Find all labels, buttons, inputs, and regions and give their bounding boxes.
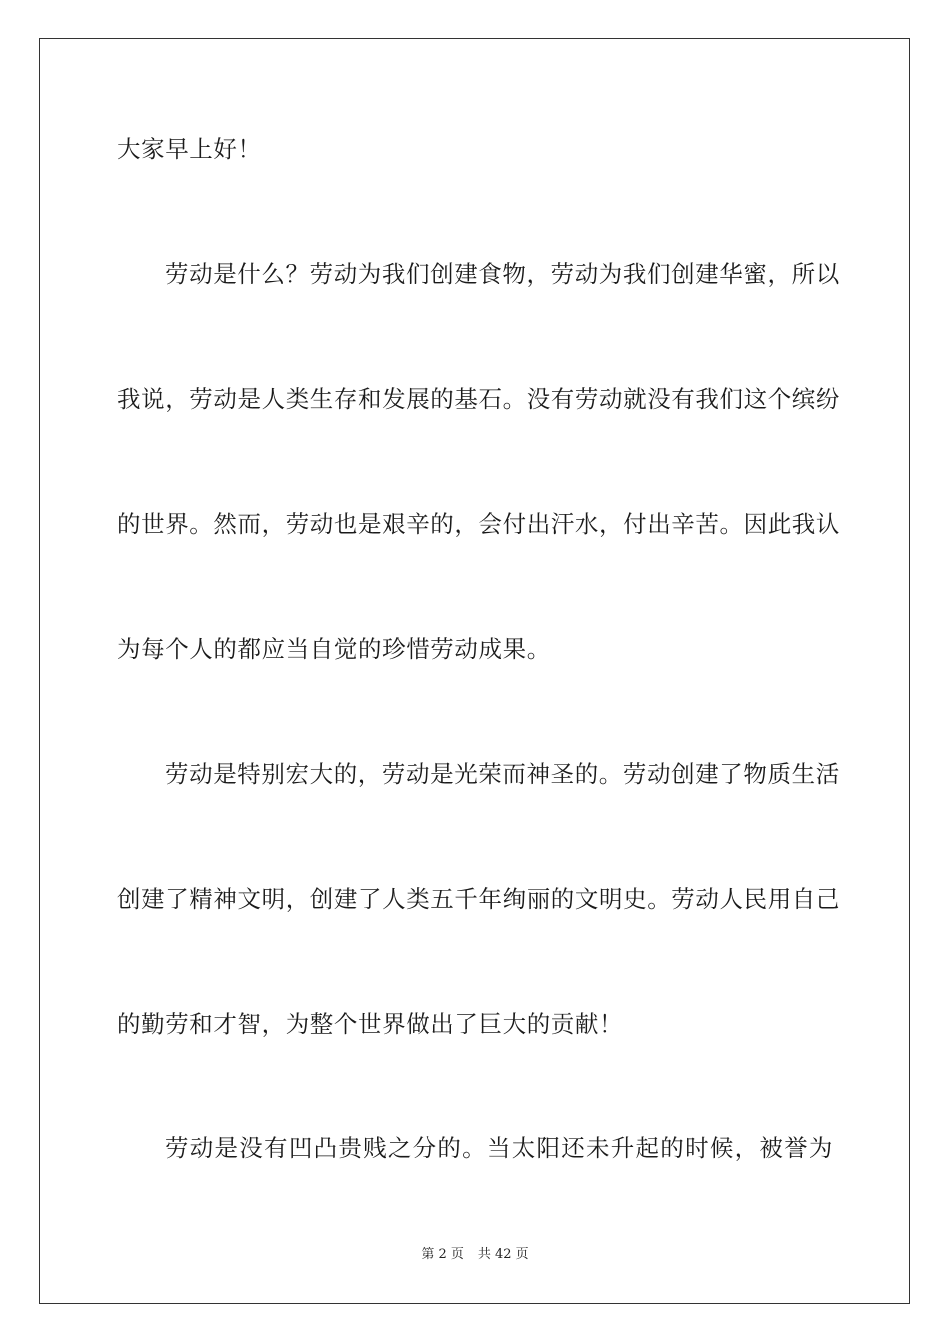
text-line-1: 大家早上好！ — [117, 135, 262, 163]
page-number: 第 2 页 — [421, 1247, 464, 1262]
text-line-4: 的世界。然而，劳动也是艰辛的，会付出汗水，付出辛苦。因此我认 — [117, 510, 840, 538]
page-border — [39, 38, 910, 1304]
text-line-2: 劳动是什么？劳动为我们创建食物，劳动为我们创建华蜜，所以 — [165, 260, 840, 288]
text-line-3: 我说，劳动是人类生存和发展的基石。没有劳动就没有我们这个缤纷 — [117, 385, 840, 413]
page-total: 共 42 页 — [477, 1247, 529, 1262]
page-footer — [0, 1246, 950, 1264]
text-line-5: 为每个人的都应当自觉的珍惜劳动成果。 — [117, 635, 551, 663]
text-line-9: 劳动是没有凹凸贵贱之分的。当太阳还未升起的时候，被誉为 — [165, 1134, 833, 1162]
text-line-6: 劳动是特别宏大的，劳动是光荣而神圣的。劳动创建了物质生活 — [165, 760, 840, 788]
text-line-8: 的勤劳和才智，为整个世界做出了巨大的贡献！ — [117, 1010, 624, 1038]
text-line-7: 创建了精神文明，创建了人类五千年绚丽的文明史。劳动人民用自己 — [117, 885, 840, 913]
